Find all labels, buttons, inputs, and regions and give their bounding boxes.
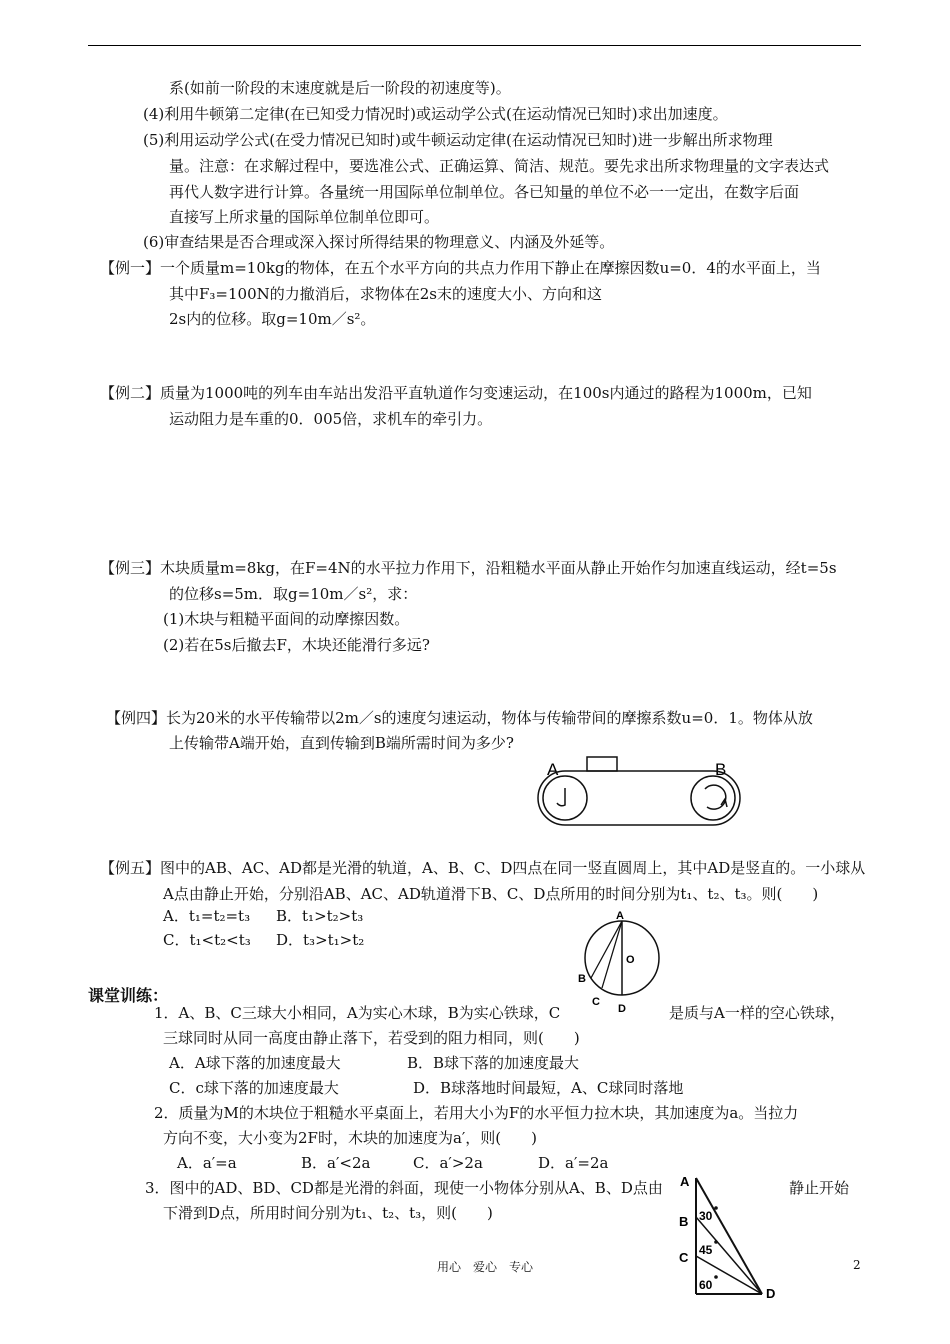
example-1-line3: 2s内的位移。取g=10m／s²。 bbox=[169, 310, 376, 328]
training-q1-line2: 三球同时从同一高度由静止落下，若受到的阻力相同，则( ) bbox=[163, 1029, 580, 1047]
intro-line: 系(如前一阶段的末速度就是后一阶段的初速度等)。 bbox=[169, 79, 511, 97]
degree-mark-icon bbox=[714, 1275, 718, 1279]
right-rotation-arrow-icon bbox=[705, 785, 727, 809]
step-5-line3: 再代人数字进行计算。各量统一用国际单位制单位。各已知量的单位不必一一定出，在数字后面 bbox=[169, 183, 800, 201]
training-q3-line2: 下滑到D点，所用时间分别为t₁、t₂、t₃，则( ) bbox=[163, 1204, 493, 1222]
example-2-line2: 运动阻力是车重的0．005倍，求机车的牵引力。 bbox=[169, 410, 493, 428]
degree-mark-icon bbox=[714, 1240, 718, 1244]
track-ab bbox=[591, 921, 622, 978]
example-2: 【例二】质量为1000吨的列车由车站出发沿平直轨道作匀变速运动，在100s内通过的路程为1000m，已知 bbox=[100, 384, 812, 402]
training-q1-cont: 是质与A一样的空心铁球， bbox=[669, 1004, 845, 1022]
training-q2-option-b: B．a′<2a bbox=[301, 1154, 371, 1172]
circle-point-a-label: A bbox=[616, 910, 624, 922]
conveyor-belt-figure bbox=[535, 755, 745, 835]
example-4-line2: 上传输带A端开始，直到传输到B端所需时间为多少? bbox=[169, 734, 514, 752]
example-5-option-a: A．t₁=t₂=t₃ bbox=[163, 907, 251, 925]
example-1: 【例一】一个质量m=10kg的物体，在五个水平方向的共点力作用下静止在摩擦因数u=0．4的水平面上，当 bbox=[100, 259, 821, 277]
training-q2-option-d: D．a′=2a bbox=[538, 1154, 609, 1172]
training-q1: 1．A、B、C三球大小相同，A为实心木球，B为实心铁球，C bbox=[154, 1004, 561, 1022]
circle-point-b-label: B bbox=[578, 973, 586, 985]
angle-45-label: 45 bbox=[699, 1243, 713, 1257]
conveyor-end-b-label: B bbox=[715, 760, 727, 779]
angle-60-label: 60 bbox=[699, 1278, 713, 1292]
example-1-line2: 其中F₃=100N的力撤消后，求物体在2s末的速度大小、方向和这 bbox=[169, 285, 602, 303]
track-ac bbox=[602, 921, 622, 988]
training-q2: 2．质量为M的木块位于粗糙水平桌面上，若用大小为F的水平恒力拉木块，其加速度为a。当拉力 bbox=[154, 1104, 799, 1122]
training-q2-option-a: A．a′=a bbox=[177, 1154, 237, 1172]
incline-point-c-label: C bbox=[679, 1250, 689, 1265]
example-5-option-d: D．t₃>t₁>t₂ bbox=[276, 931, 365, 949]
example-5: 【例五】图中的AB、AC、AD都是光滑的轨道，A、B、C、D四点在同一竖直圆周上，其中AD是竖直的。一小球从 bbox=[100, 859, 866, 877]
angle-30-label: 30 bbox=[699, 1209, 713, 1223]
training-q2-option-c: C．a′>2a bbox=[413, 1154, 483, 1172]
example-5-option-c: C．t₁<t₂<t₃ bbox=[163, 931, 251, 949]
degree-mark-icon bbox=[714, 1206, 718, 1210]
conveyor-end-a-label: A bbox=[547, 760, 559, 779]
example-3: 【例三】木块质量m=8kg，在F=4N的水平拉力作用下，沿粗糙水平面从静止开始作匀加速直线运动，经t=5s bbox=[100, 559, 837, 577]
step-5-line4: 直接写上所求量的国际单位制单位即可。 bbox=[169, 208, 440, 226]
circle-tracks-figure bbox=[572, 908, 667, 1016]
circle-point-d-label: D bbox=[618, 1003, 626, 1015]
example-4: 【例四】长为20米的水平传输带以2m／s的速度匀速运动，物体与传输带间的摩擦系数u=0．1。物体从放 bbox=[106, 709, 813, 727]
left-rotation-arrow-icon bbox=[557, 788, 565, 806]
inclined-planes-figure bbox=[676, 1170, 786, 1300]
header-rule bbox=[88, 45, 861, 46]
step-5: (5)利用运动学公式(在受力情况已知时)或牛顿运动定律(在运动情况已知时)进一步解出所求物理 bbox=[143, 131, 773, 149]
example-3-q2: (2)若在5s后撤去F，木块还能滑行多远? bbox=[163, 636, 430, 654]
block-on-belt bbox=[587, 757, 617, 771]
circle-point-c-label: C bbox=[592, 996, 600, 1008]
training-q1-option-b: B．B球下落的加速度最大 bbox=[407, 1054, 580, 1072]
incline-point-b-label: B bbox=[679, 1214, 689, 1229]
training-q1-option-c: C．c球下落的加速度最大 bbox=[169, 1079, 339, 1097]
example-3-q1: (1)木块与粗糙平面间的动摩擦因数。 bbox=[163, 610, 410, 628]
example-5-option-b: B．t₁>t₂>t₃ bbox=[276, 907, 364, 925]
training-q1-option-d: D．B球落地时间最短，A、C球同时落地 bbox=[413, 1079, 684, 1097]
footer-motto: 用心 爱心 专心 bbox=[437, 1260, 534, 1274]
right-pulley bbox=[691, 776, 735, 820]
training-heading: 课堂训练： bbox=[88, 986, 169, 1005]
training-q3-cont: 静止开始 bbox=[789, 1179, 850, 1197]
circle-center-o-label: O bbox=[626, 954, 635, 966]
training-q2-line2: 方向不变，大小变为2F时，木块的加速度为a′，则( ) bbox=[163, 1129, 538, 1147]
incline-point-d-label: D bbox=[766, 1286, 776, 1300]
incline-ad bbox=[696, 1178, 762, 1294]
step-4: (4)利用牛顿第二定律(在已知受力情况时)或运动学公式(在运动情况已知时)求出加速度。 bbox=[143, 105, 728, 123]
incline-point-a-label: A bbox=[680, 1174, 690, 1189]
step-5-line2: 量。注意：在求解过程中，要选准公式、正确运算、简洁、规范。要先求出所求物理量的文字表达式 bbox=[169, 157, 830, 175]
training-q3: 3．图中的AD、BD、CD都是光滑的斜面，现使一小物体分别从A、B、D点由 bbox=[145, 1179, 663, 1197]
belt-left-end bbox=[538, 771, 565, 825]
page-number: 2 bbox=[853, 1258, 861, 1272]
example-5-line2: A点由静止开始，分别沿AB、AC、AD轨道滑下B、C、D点所用的时间分别为t₁、t₂、t₃。则( ) bbox=[163, 885, 819, 903]
step-6: (6)审查结果是否合理或深入探讨所得结果的物理意义、内涵及外延等。 bbox=[143, 233, 615, 251]
example-3-line2: 的位移s=5m．取g=10m／s²，求： bbox=[169, 585, 418, 603]
training-q1-option-a: A．A球下落的加速度最大 bbox=[169, 1054, 341, 1072]
